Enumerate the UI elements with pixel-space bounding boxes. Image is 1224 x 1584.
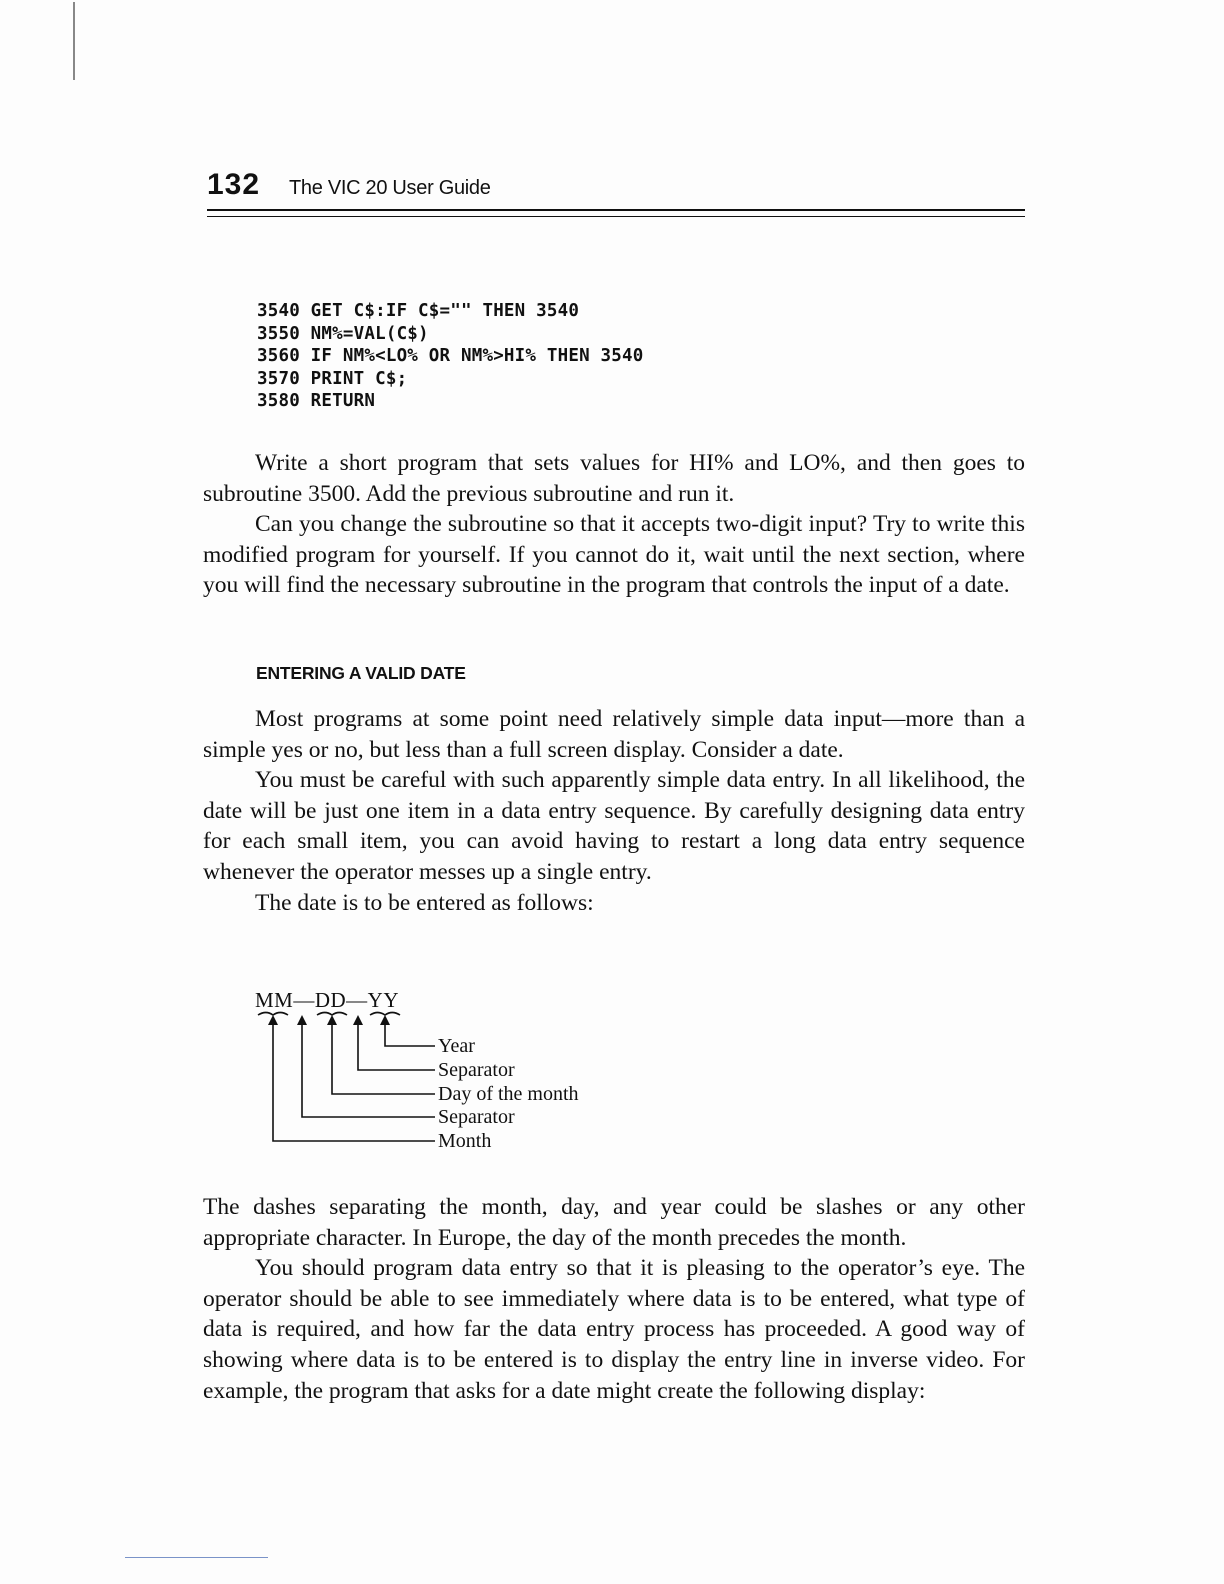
brace-day [317,1013,347,1016]
arrowhead [327,1015,337,1025]
code-listing [257,300,644,413]
code-line: 3540 GET C$:IF C$="" THEN 3540 [257,301,580,321]
date-format-diagram [250,985,670,1160]
section3-text [203,1192,1025,1406]
paragraph: Most programs at some point need relatively simple data input—more than a simple yes or no, but less than a full screen display. Consider a date. [203,706,1025,763]
header-rule-thin [207,216,1025,217]
label-day-of-month: Day of the month [438,1083,579,1105]
label-separator: Separator [438,1059,515,1081]
brace-month [258,1013,288,1016]
code-line: 3550 NM%=VAL(C$) [257,323,429,344]
label-year: Year [438,1035,475,1057]
section2-text [203,704,1025,918]
header-rule-thick [207,209,1025,211]
label-separator: Separator [438,1106,515,1128]
leader-separator-1 [302,1021,435,1117]
page-number: 132 [207,168,261,201]
code-line: 3570 PRINT C$; [257,368,408,389]
brace-year [370,1013,400,1016]
leader-month [273,1021,435,1141]
scan-edge-mark [73,2,75,80]
paragraph: You should program data entry so that it is pleasing to the operator’s eye. The operator should be able to see immediately where data is to be entered, what type of data is required, and how far the data entry process has proceeded. A good way of showing where data is to be entered is to display the entry line in inverse video. For example, the program that asks for a date might create the following display: [203,1255,1025,1404]
arrowhead [353,1015,363,1025]
paragraph: The date is to be entered as follows: [255,889,594,916]
paragraph: Can you change the subroutine so that it accepts two-digit input? Try to write this modified program for yourself. If you cannot do it, wait until the next section, where you will find the necessary subroutine in the program that controls the input of a date. [203,511,1025,599]
code-line: 3580 RETURN [257,391,376,411]
section-heading: ENTERING A VALID DATE [256,663,466,683]
paragraph: The dashes separating the month, day, and year could be slashes or any other appropriate character. In Europe, the day of the month precedes the month. [203,1194,1025,1251]
section1-text [203,448,1025,601]
scan-edge-mark [125,1557,268,1558]
leader-day [332,1021,435,1094]
paragraph: You must be careful with such apparently simple data entry. In all likelihood, the date will be just one item in a data entry sequence. By carefully designing data entry for each small item, you can avoid having to restart a long data entry sequence whenever the operator messes up a single entry. [203,767,1025,885]
arrowhead [268,1015,278,1025]
arrowhead [297,1015,307,1025]
running-title: The VIC 20 User Guide [289,177,491,199]
paragraph: Write a short program that sets values for HI% and LO%, and then goes to subroutine 3500. Add the previous subroutine and run it. [203,450,1025,507]
leader-year [385,1021,435,1046]
date-format: MM—DD—YY [255,988,400,1012]
code-line: 3560 IF NM%<LO% OR NM%>HI% THEN 3540 [257,346,644,366]
label-month: Month [438,1130,492,1152]
arrowhead [380,1015,390,1025]
page-header [207,168,1025,208]
